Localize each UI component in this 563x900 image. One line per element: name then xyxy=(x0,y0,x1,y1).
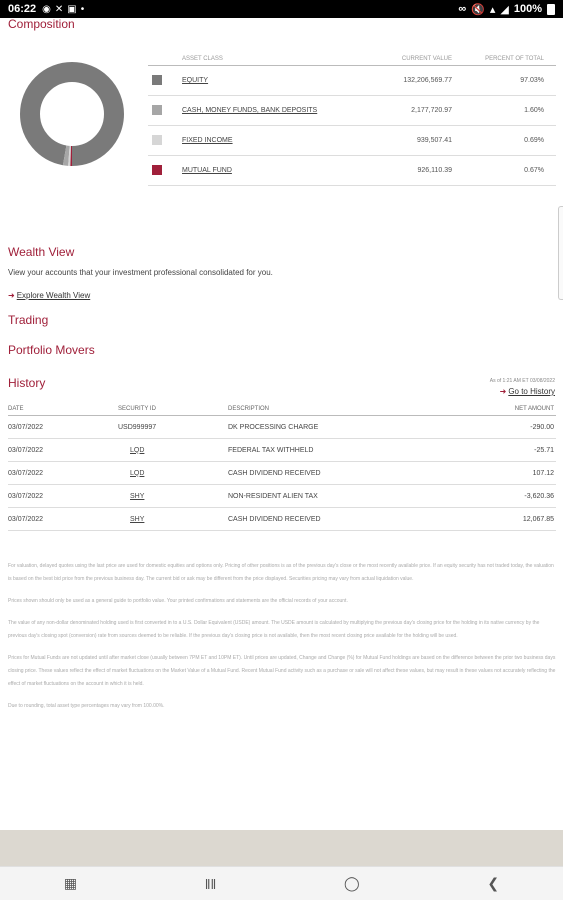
legend-swatch xyxy=(152,135,162,145)
header-description: DESCRIPTION xyxy=(228,405,270,412)
donut-slice xyxy=(30,72,114,156)
portfolio-movers-title[interactable]: Portfolio Movers xyxy=(8,343,95,357)
side-scroll-handle[interactable] xyxy=(558,206,563,300)
header-net-amount: NET AMOUNT xyxy=(514,405,554,412)
footer-band xyxy=(0,830,563,866)
percent-of-total: 0.69% xyxy=(524,137,544,144)
header-current-value: CURRENT VALUE xyxy=(401,55,452,62)
history-description: CASH DIVIDEND RECEIVED xyxy=(228,515,321,523)
image-icon: ▣ xyxy=(67,3,77,15)
history-security-id: USD999997 xyxy=(118,423,157,431)
history-net-amount: -25.71 xyxy=(534,446,554,454)
history-date: 03/07/2022 xyxy=(8,515,44,523)
composition-row xyxy=(148,96,556,126)
system-nav-bar xyxy=(0,866,563,900)
history-date: 03/07/2022 xyxy=(8,469,44,477)
legend-swatch xyxy=(152,105,162,115)
disclaimer-paragraph: Prices for Mutual Funds are not updated until after market close (usually between 7PM ET and 10PM ET). Until prices are updated, Change and Change (%) for Mutual Fund holdings are based on the difference between the prior two business days closing price. These values reflect the effect of market fluctuations on the Market Value of a Mutual Fund. Recent Mutual Fund activity such as a purchase or sale will not affect these values, but may result in these values not accurately reflecting the effect of market fluctuations on the account in which it is held. xyxy=(8,655,556,687)
composition-row xyxy=(148,156,556,186)
legend-swatch xyxy=(152,165,162,175)
status-time: 06:22 xyxy=(8,3,37,15)
wealth-view-description: View your accounts that your investment professional consolidated for you. xyxy=(8,268,273,277)
arrow-right-icon: ➜ xyxy=(499,387,507,396)
mute-icon: 🔇 xyxy=(471,3,485,16)
disclaimer-paragraph: For valuation, delayed quotes using the last price are used for domestic equities and options only. Pricing of other positions is as of the previous day's close or the most recently available price. If an equity security has not traded today, the valuation is based on the best bid price from the previous business day. The current bid or ask may be different from the price displayed. Securities pricing may vary from actual liquidation value. xyxy=(8,563,554,582)
composition-table xyxy=(148,52,556,186)
trading-title[interactable]: Trading xyxy=(8,313,49,327)
composition-title: Composition xyxy=(8,17,75,31)
dot-icon: • xyxy=(80,3,85,15)
arrow-right-icon: ➜ xyxy=(8,291,15,300)
history-security-id[interactable]: LQD xyxy=(130,469,145,477)
history-row xyxy=(8,439,556,462)
current-value: 132,206,569.77 xyxy=(403,77,452,84)
disclaimer-paragraph: Due to rounding, total asset type percentages may vary from 100.00%. xyxy=(8,703,165,709)
history-row xyxy=(8,416,556,439)
android-icon: ◉ xyxy=(42,3,51,15)
percent-of-total: 0.67% xyxy=(524,167,544,174)
composition-donut-chart xyxy=(20,62,124,166)
header-percent: PERCENT OF TOTAL xyxy=(485,55,544,62)
back-icon[interactable]: ❮ xyxy=(487,875,500,891)
wifi-icon: ▴ xyxy=(489,3,496,16)
history-net-amount: 107.12 xyxy=(532,469,554,477)
history-description: NON-RESIDENT ALIEN TAX xyxy=(228,492,318,500)
x-icon: ✕ xyxy=(54,3,64,15)
battery-level: 100% xyxy=(513,3,542,15)
asset-class-link[interactable]: FIXED INCOME xyxy=(182,137,233,144)
asset-class-link[interactable]: CASH, MONEY FUNDS, BANK DEPOSITS xyxy=(182,107,318,114)
history-date: 03/07/2022 xyxy=(8,446,44,454)
wealth-view-title: Wealth View xyxy=(8,245,75,259)
history-security-id[interactable]: SHY xyxy=(130,515,145,523)
history-security-id[interactable]: SHY xyxy=(130,492,145,500)
disclaimer-paragraph: Prices shown should only be used as a general guide to portfolio value. Your printed confirmations and statements are the official records of your account. xyxy=(8,598,348,604)
history-net-amount: -3,620.36 xyxy=(524,492,554,500)
screenshot-icon[interactable]: ▦ xyxy=(63,875,78,891)
signal-icon: ◢ xyxy=(500,3,509,16)
legend-swatch xyxy=(152,75,162,85)
status-bar xyxy=(0,0,563,18)
home-icon[interactable]: ◯ xyxy=(344,875,360,891)
current-value: 939,507.41 xyxy=(416,137,452,144)
history-row xyxy=(8,508,556,531)
current-value: 926,110.39 xyxy=(417,167,452,174)
percent-of-total: 97.03% xyxy=(520,77,544,84)
history-description: DK PROCESSING CHARGE xyxy=(228,423,319,431)
battery-icon xyxy=(547,4,555,15)
history-table xyxy=(8,402,556,531)
percent-of-total: 1.60% xyxy=(524,107,544,114)
go-to-history-link[interactable]: ➜ Go to History xyxy=(499,387,555,396)
composition-table-header xyxy=(148,52,556,66)
asset-class-link[interactable]: MUTUAL FUND xyxy=(182,167,232,174)
history-row xyxy=(8,485,556,508)
header-security-id: SECURITY ID xyxy=(118,405,156,412)
history-net-amount: 12,067.85 xyxy=(522,515,554,523)
history-date: 03/07/2022 xyxy=(8,492,44,500)
disclaimer-paragraph: The value of any non-dollar denominated holding used is first converted in to a U.S. Dollar Equivalent (USDE) amount. The USDE amount is calculated by multiplying the previous day's closing price for the holding in its native currency by the previous day's closing spot (conversion) rate from sources deemed to be reliable. If the previous day's closing price is not available, then the most recent closing price available for the holding will be used. xyxy=(8,620,540,639)
history-description: FEDERAL TAX WITHHELD xyxy=(228,446,314,454)
header-date: DATE xyxy=(8,405,24,412)
history-date: 03/07/2022 xyxy=(8,423,44,431)
disclaimers xyxy=(8,560,556,722)
composition-row xyxy=(148,126,556,156)
asset-class-link[interactable]: EQUITY xyxy=(182,77,209,84)
history-description: CASH DIVIDEND RECEIVED xyxy=(228,469,321,477)
explore-wealth-view-link[interactable]: ➜ Explore Wealth View xyxy=(8,291,91,300)
history-row xyxy=(8,462,556,485)
history-title: History xyxy=(8,376,46,390)
history-as-of: As of 1:21 AM ET 03/08/2022 xyxy=(489,378,555,384)
current-value: 2,177,720.97 xyxy=(411,107,452,114)
header-asset-class: ASSET CLASS xyxy=(182,55,223,62)
history-security-id[interactable]: LQD xyxy=(130,446,145,454)
history-net-amount: -290.00 xyxy=(530,423,554,431)
link-icon: ∞ xyxy=(458,3,467,15)
history-table-header xyxy=(8,402,556,416)
recents-icon[interactable]: ‖‖ xyxy=(204,875,217,892)
composition-row xyxy=(148,66,556,96)
